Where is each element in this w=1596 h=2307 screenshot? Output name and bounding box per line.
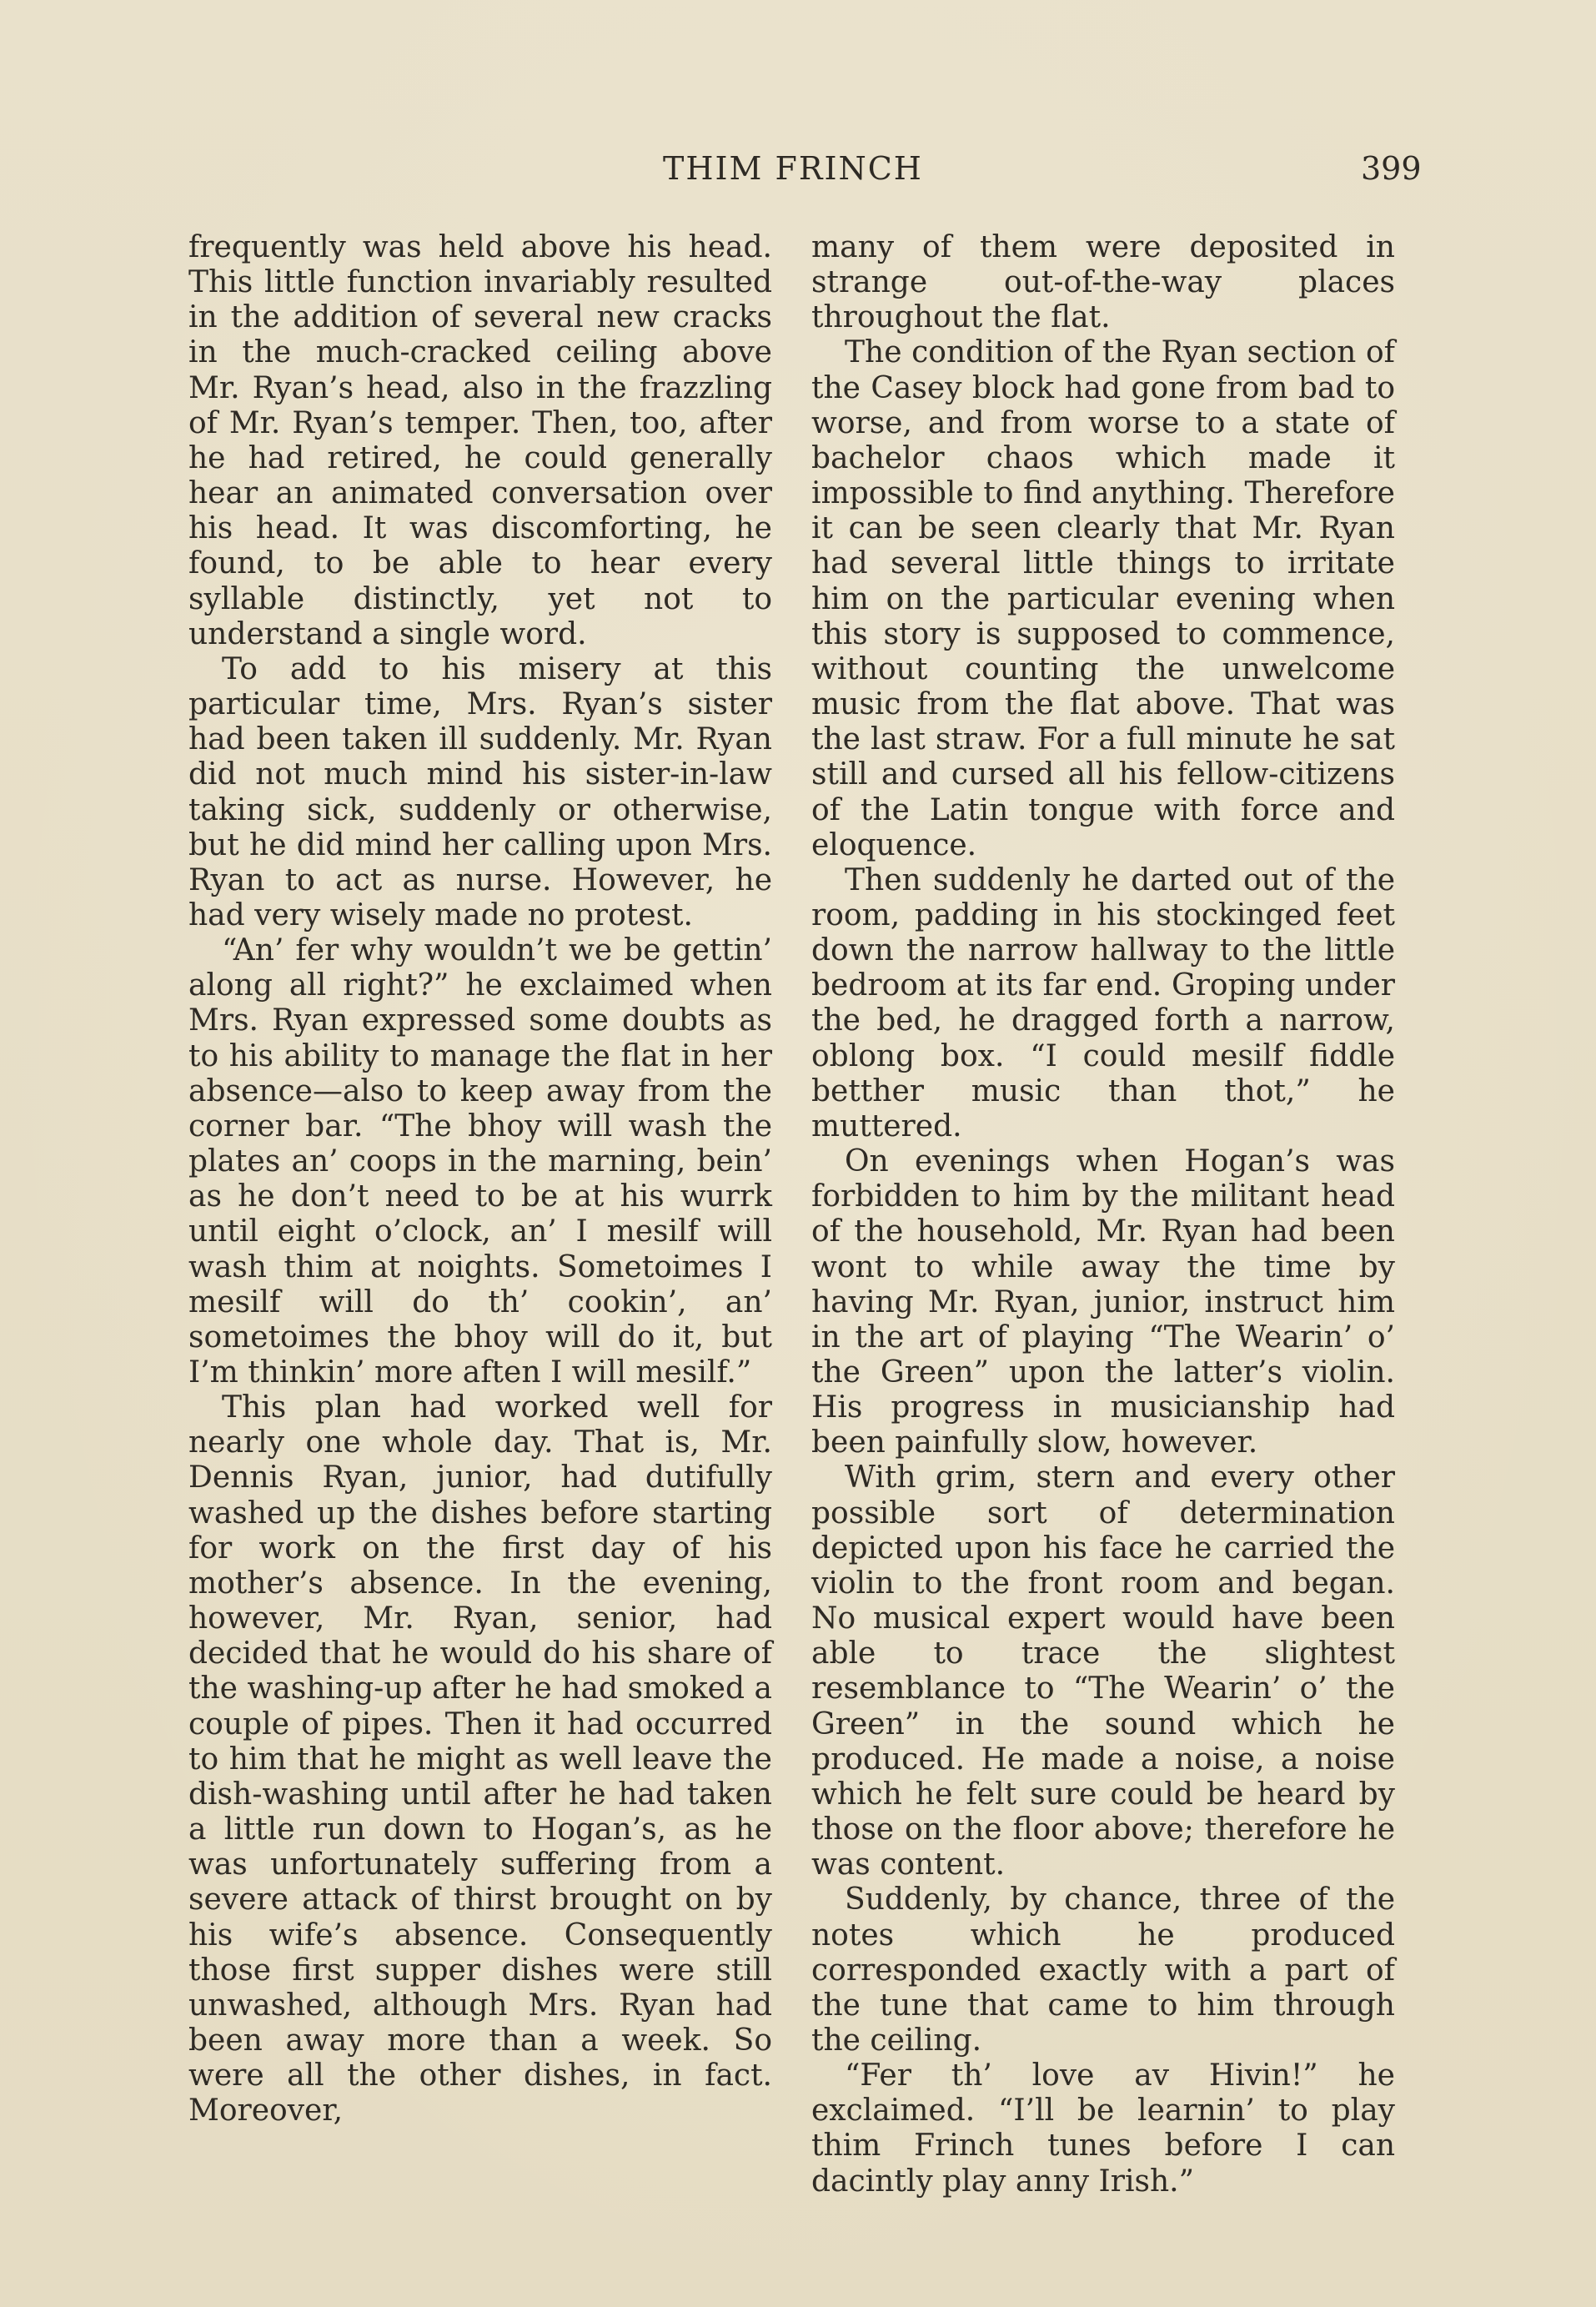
paragraph: With grim, stern and every other possible sort of determination depicted upon his face he carried the violin to the front room and began. No musical expert would have been able to trace the slightest resemblance to “The Wearin’ o’ the Green” in the sound which he produced. He made a noise, a noise which he felt sure could be heard by those on the floor above; therefore he was content. — [811, 1460, 1395, 1882]
paragraph: To add to his misery at this particular time, Mrs. Ryan’s sister had been taken ill suddenly. Mr. Ryan did not much mind his sister-in-law taking sick, suddenly or otherwise, but he did mind her calling upon Mrs. Ryan to act as nurse. However, he had very wisely made no protest. — [188, 651, 772, 932]
running-head — [0, 150, 1596, 192]
paragraph: many of them were deposited in strange out-of-the-way places throughout the flat. — [811, 230, 1395, 335]
paragraph: This plan had worked well for nearly one whole day. That is, Mr. Dennis Ryan, junior, had dutifully washed up the dishes before starting for work on the first day of his mother’s absence. In the evening, however, Mr. Ryan, senior, had decided that he would do his share of the washing-up after he had smoked a couple of pipes. Then it had occurred to him that he might as well leave the dish-washing until after he had taken a little run down to Hogan’s, as he was unfortunately suffering from a severe attack of thirst brought on by his wife’s absence. Consequently those first supper dishes were still unwashed, although Mrs. Ryan had been away more than a week. So were all the other dishes, in fact. Moreover, — [188, 1390, 772, 2129]
paragraph: Then suddenly he darted out of the room, padding in his stockinged feet down the narrow hallway to the little bedroom at its far end. Groping under the bed, he dragged forth a narrow, oblong box. “I could mesilf fiddle betther music than thot,” he muttered. — [811, 862, 1395, 1143]
running-title: THIM FRINCH — [663, 150, 923, 187]
paragraph: frequently was held above his head. This little function invariably resulted in the addition of several new cracks in the much-cracked ceiling above Mr. Ryan’s head, also in the frazzling of Mr. Ryan’s temper. Then, too, after he had retired, he could generally hear an animated conversation over his head. It was discomforting, he found, to be able to hear every syllable distinctly, yet not to understand a single word. — [188, 230, 772, 651]
page-number: 399 — [1361, 150, 1422, 187]
paragraph: “An’ fer why wouldn’t we be gettin’ along all right?” he exclaimed when Mrs. Ryan expressed some doubts as to his ability to manage the flat in her absence—also to keep away from the corner bar. “The bhoy will wash the plates an’ coops in the marning, bein’ as he don’t need to be at his wurrk until eight o’clock, an’ I mesilf will wash thim at noights. Sometoimes I mesilf will do th’ cookin’, an’ sometoimes the bhoy will do it, but I’m thinkin’ more aften I will mesilf.” — [188, 933, 772, 1390]
paragraph: “Fer th’ love av Hivin!” he exclaimed. “I’ll be learnin’ to play thim Frinch tunes before I can dacintly play anny Irish.” — [811, 2058, 1395, 2199]
paragraph: On evenings when Hogan’s was forbidden to him by the militant head of the household, Mr. Ryan had been wont to while away the time by having Mr. Ryan, junior, instruct him in the art of playing “The Wearin’ o’ the Green” upon the latter’s violin. His progress in musicianship had been painfully slow, however. — [811, 1144, 1395, 1460]
right-column — [811, 230, 1395, 2199]
paragraph: The condition of the Ryan section of the Casey block had gone from bad to worse, and from worse to a state of bachelor chaos which made it impossible to find anything. Therefore it can be seen clearly that Mr. Ryan had several little things to irritate him on the particular evening when this story is supposed to commence, without counting the unwelcome music from the flat above. That was the last straw. For a full minute he sat still and cursed all his fellow-citizens of the Latin tongue with force and eloquence. — [811, 335, 1395, 862]
left-column — [188, 230, 772, 2129]
paragraph: Suddenly, by chance, three of the notes which he produced corresponded exactly with a part of the tune that came to him through the ceiling. — [811, 1882, 1395, 2058]
